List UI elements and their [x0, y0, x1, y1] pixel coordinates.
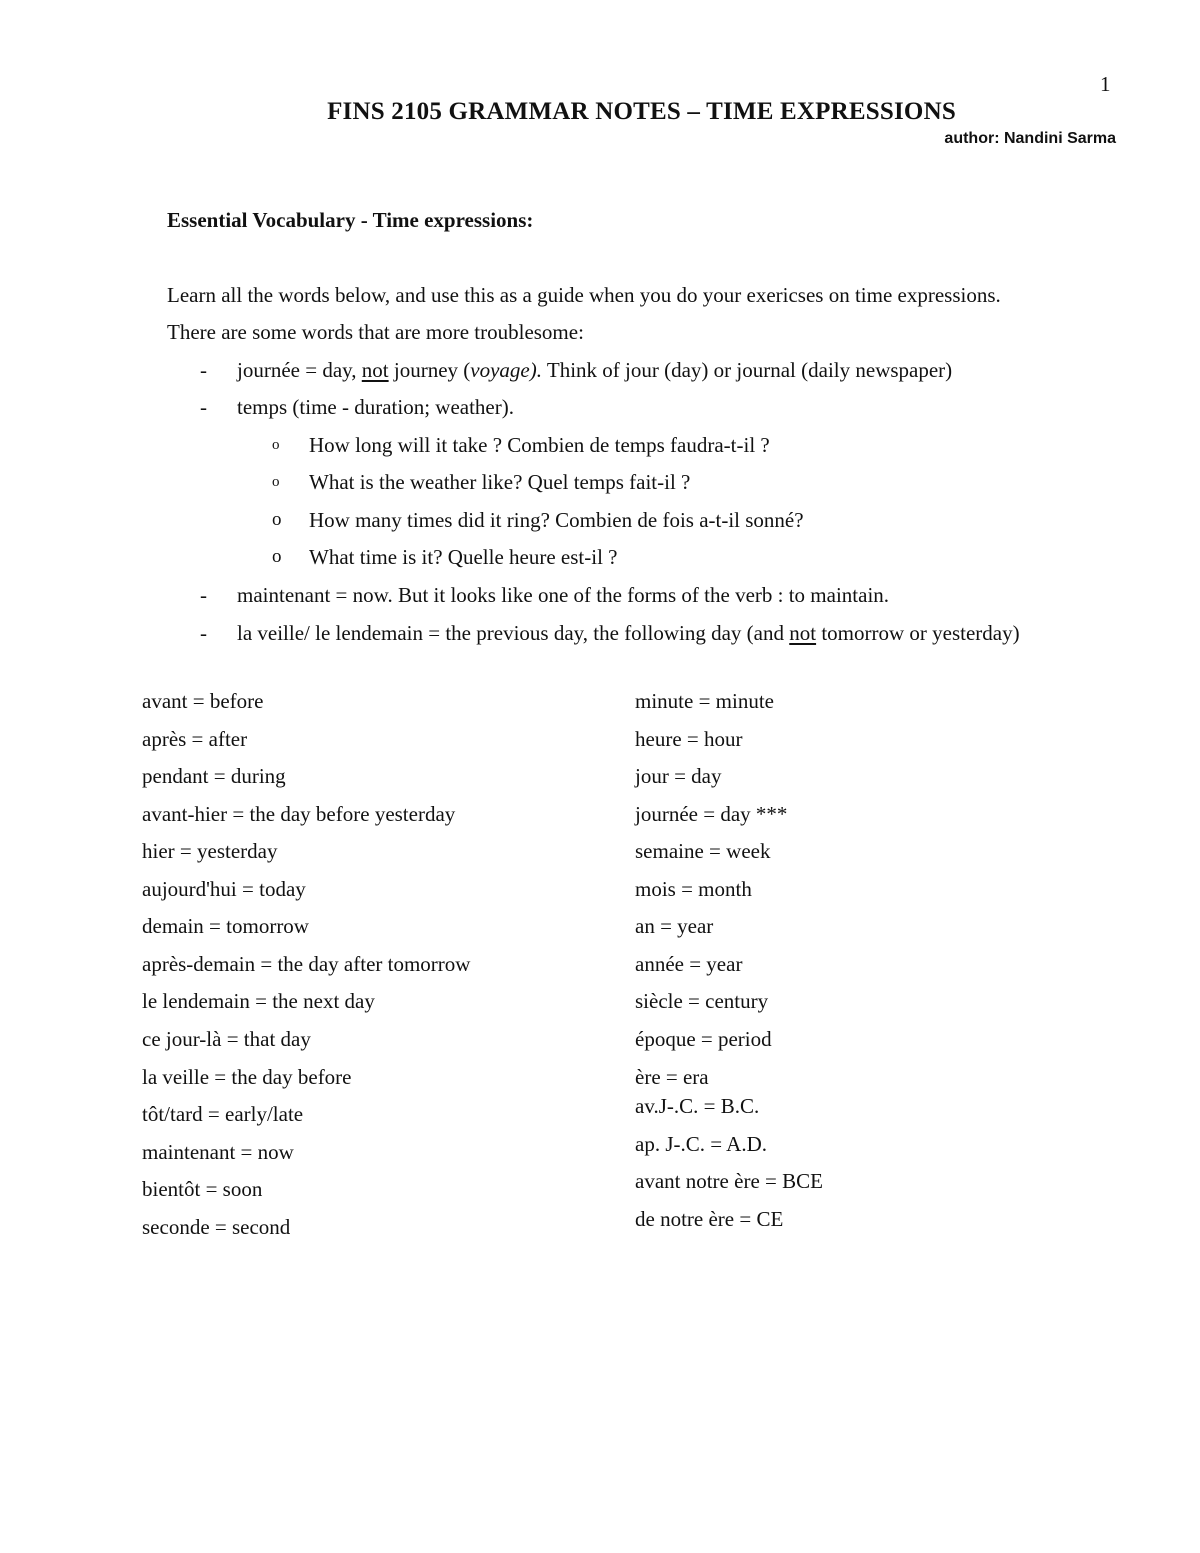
bullet-text — [237, 621, 1020, 646]
page-number: 1 — [1100, 72, 1111, 96]
sub-item-text: How many times did it ring? Combien de fois a-t-il sonné? — [309, 508, 804, 532]
sub-item-text: What is the weather like? Quel temps fait-il ? — [309, 470, 691, 494]
underlined-not: not — [361, 358, 389, 382]
bullet-text: maintenant = now. But it looks like one of the forms of the verb : to maintain. — [237, 583, 890, 607]
circle-bullet-icon: o — [272, 509, 282, 530]
vocab-item: minute = minute — [635, 689, 774, 713]
text-segment: journée = day, — [237, 358, 362, 382]
dash-marker: - — [200, 621, 207, 645]
underlined-not: not — [789, 621, 817, 645]
vocab-item: av.J-.C. = B.C. — [635, 1094, 760, 1118]
sub-item-text: How long will it take ? Combien de temps faudra-t-il ? — [309, 433, 770, 457]
vocab-item: jour = day — [635, 764, 722, 788]
document-title: FINS 2105 GRAMMAR NOTES – TIME EXPRESSIONS — [327, 98, 956, 125]
italic-voyage: voyage). — [470, 358, 542, 382]
vocab-item: pendant = during — [142, 764, 286, 788]
vocab-item: époque = period — [635, 1027, 772, 1051]
vocab-item: heure = hour — [635, 727, 743, 751]
circle-bullet-icon: o — [272, 474, 280, 490]
vocab-item: le lendemain = the next day — [142, 989, 375, 1013]
vocab-item: la veille = the day before — [142, 1065, 352, 1089]
vocab-item: après = after — [142, 727, 248, 751]
vocab-item: mois = month — [635, 877, 752, 901]
vocab-item: semaine = week — [635, 839, 771, 863]
vocab-item: tôt/tard = early/late — [142, 1102, 304, 1126]
text-segment: journey ( — [388, 358, 471, 382]
vocab-item: bientôt = soon — [142, 1177, 263, 1201]
vocab-item: après-demain = the day after tomorrow — [142, 952, 471, 976]
vocab-item: ère = era — [635, 1065, 709, 1089]
vocab-item: avant-hier = the day before yesterday — [142, 802, 456, 826]
vocab-item: an = year — [635, 914, 714, 938]
vocab-item: journée = day *** — [635, 802, 788, 826]
vocab-item: avant notre ère = BCE — [635, 1169, 823, 1193]
vocab-item: seconde = second — [142, 1215, 291, 1239]
vocab-item: demain = tomorrow — [142, 914, 309, 938]
text-segment: la veille/ le lendemain = the previous day, the following day (and — [237, 621, 790, 645]
text-segment: tomorrow or yesterday) — [816, 621, 1020, 645]
bullet-text: temps (time - duration; weather). — [237, 395, 514, 419]
dash-marker: - — [200, 395, 207, 419]
dash-marker: - — [200, 358, 207, 382]
vocab-item: siècle = century — [635, 989, 769, 1013]
vocab-item: aujourd'hui = today — [142, 877, 306, 901]
text-segment: Think of jour (day) or journal (daily newspaper) — [542, 358, 953, 382]
vocab-item: maintenant = now — [142, 1140, 294, 1164]
vocab-item: ce jour-là = that day — [142, 1027, 311, 1051]
section-heading: Essential Vocabulary - Time expressions: — [167, 208, 534, 232]
intro-paragraph-line-2: There are some words that are more troublesome: — [167, 320, 584, 344]
vocab-item: de notre ère = CE — [635, 1207, 784, 1231]
vocab-item: hier = yesterday — [142, 839, 278, 863]
vocab-item: avant = before — [142, 689, 264, 713]
circle-bullet-icon: o — [272, 546, 282, 567]
dash-marker: - — [200, 583, 207, 607]
vocab-item: année = year — [635, 952, 743, 976]
vocab-item: ap. J-.C. = A.D. — [635, 1132, 768, 1156]
bullet-text — [237, 358, 952, 383]
author-line: author: Nandini Sarma — [944, 130, 1116, 147]
intro-paragraph-line-1: Learn all the words below, and use this as a guide when you do your exericses on time expressions. — [167, 283, 1001, 307]
circle-bullet-icon: o — [272, 437, 280, 453]
sub-item-text: What time is it? Quelle heure est-il ? — [309, 545, 618, 569]
